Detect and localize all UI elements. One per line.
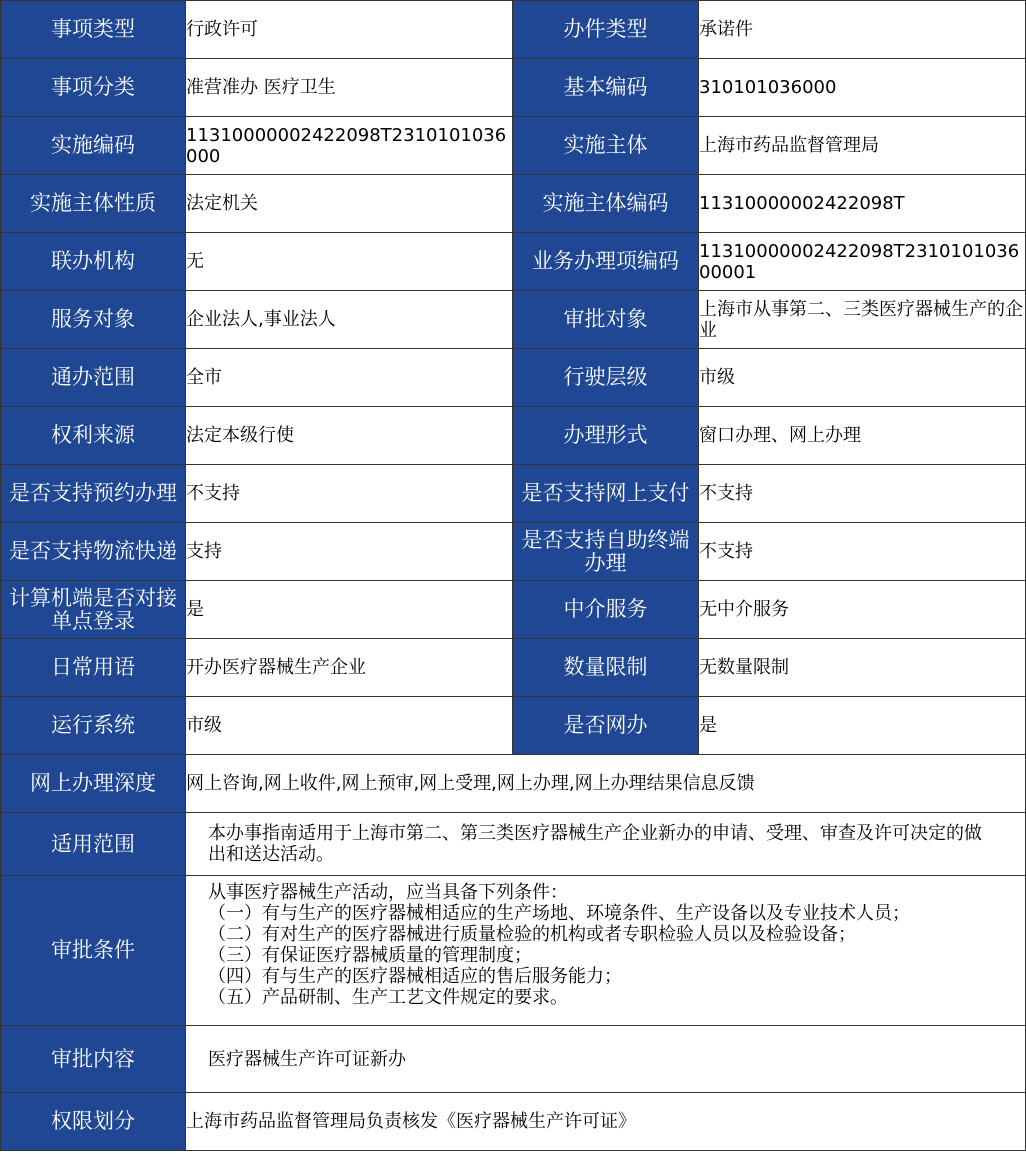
label-case-type: 办件类型 — [513, 1, 699, 59]
value-applicable-scope: 本办事指南适用于上海市第二、第三类医疗器械生产企业新办的申请、受理、审查及许可决定的做出和送达活动。 — [186, 813, 1026, 876]
label-approval-content: 审批内容 — [1, 1026, 186, 1093]
value-self-service-support: 不支持 — [699, 523, 1026, 581]
value-approval-conditions: 从事医疗器械生产活动，应当具备下列条件： （一）有与生产的医疗器械相适应的生产场地、环境条件、生产设备以及专业技术人员； （二）有对生产的医疗器械进行质量检验的机构或者专职检验人员以及检验设备； （三）有保证医疗器械质量的管理制度； （四）有与生产的医疗器械相适应的售后服务能力； （五）产品研制、生产工艺文件规定的要求。 — [186, 876, 1026, 1026]
value-impl-code: 11310000002422098T2310101036000 — [186, 117, 513, 175]
value-exercise-level: 市级 — [699, 349, 1026, 407]
label-sso-support: 计算机端是否对接单点登录 — [1, 581, 186, 639]
value-approval-target: 上海市从事第二、三类医疗器械生产的企业 — [699, 291, 1026, 349]
label-online-handling: 是否网办 — [513, 697, 699, 755]
value-business-item-code: 11310000002422098T231010103600001 — [699, 233, 1026, 291]
value-authority-division: 上海市药品监督管理局负责核发《医疗器械生产许可证》 — [186, 1093, 1026, 1151]
table-row — [1, 523, 1026, 581]
table-row — [1, 813, 1026, 876]
label-authority-division: 权限划分 — [1, 1093, 186, 1151]
table-row — [1, 697, 1026, 755]
value-case-type: 承诺件 — [699, 1, 1026, 59]
table-row — [1, 291, 1026, 349]
value-right-source: 法定本级行使 — [186, 407, 513, 465]
table-row — [1, 465, 1026, 523]
table-row — [1, 117, 1026, 175]
label-express-support: 是否支持物流快递 — [1, 523, 186, 581]
value-item-type: 行政许可 — [186, 1, 513, 59]
label-online-depth: 网上办理深度 — [1, 755, 186, 813]
value-express-support: 支持 — [186, 523, 513, 581]
label-service-target: 服务对象 — [1, 291, 186, 349]
value-quantity-limit: 无数量限制 — [699, 639, 1026, 697]
label-item-type: 事项类型 — [1, 1, 186, 59]
value-general-scope: 全市 — [186, 349, 513, 407]
label-quantity-limit: 数量限制 — [513, 639, 699, 697]
table-row — [1, 876, 1026, 1026]
table-row — [1, 755, 1026, 813]
value-basic-code: 310101036000 — [699, 59, 1026, 117]
value-impl-body: 上海市药品监督管理局 — [699, 117, 1026, 175]
label-general-scope: 通办范围 — [1, 349, 186, 407]
table-row — [1, 175, 1026, 233]
table-row — [1, 407, 1026, 465]
label-approval-target: 审批对象 — [513, 291, 699, 349]
value-online-depth: 网上咨询,网上收件,网上预审,网上受理,网上办理,网上办理结果信息反馈 — [186, 755, 1026, 813]
table-row — [1, 59, 1026, 117]
value-approval-content: 医疗器械生产许可证新办 — [186, 1026, 1026, 1093]
value-online-handling: 是 — [699, 697, 1026, 755]
table-row — [1, 581, 1026, 639]
table-row — [1, 1026, 1026, 1093]
label-approval-conditions: 审批条件 — [1, 876, 186, 1026]
value-impl-body-nature: 法定机关 — [186, 175, 513, 233]
label-common-term: 日常用语 — [1, 639, 186, 697]
label-intermediary-service: 中介服务 — [513, 581, 699, 639]
value-common-term: 开办医疗器械生产企业 — [186, 639, 513, 697]
label-exercise-level: 行驶层级 — [513, 349, 699, 407]
table-row — [1, 1, 1026, 59]
label-appointment-support: 是否支持预约办理 — [1, 465, 186, 523]
label-impl-body-code: 实施主体编码 — [513, 175, 699, 233]
table-row — [1, 639, 1026, 697]
label-online-payment-support: 是否支持网上支付 — [513, 465, 699, 523]
label-basic-code: 基本编码 — [513, 59, 699, 117]
label-self-service-support: 是否支持自助终端办理 — [513, 523, 699, 581]
label-impl-body: 实施主体 — [513, 117, 699, 175]
label-right-source: 权利来源 — [1, 407, 186, 465]
value-item-category: 准营准办 医疗卫生 — [186, 59, 513, 117]
value-impl-body-code: 11310000002422098T — [699, 175, 1026, 233]
value-running-system: 市级 — [186, 697, 513, 755]
label-handling-form: 办理形式 — [513, 407, 699, 465]
value-intermediary-service: 无中介服务 — [699, 581, 1026, 639]
table-row — [1, 349, 1026, 407]
label-applicable-scope: 适用范围 — [1, 813, 186, 876]
table-row — [1, 1093, 1026, 1151]
value-appointment-support: 不支持 — [186, 465, 513, 523]
label-impl-body-nature: 实施主体性质 — [1, 175, 186, 233]
value-service-target: 企业法人,事业法人 — [186, 291, 513, 349]
label-business-item-code: 业务办理项编码 — [513, 233, 699, 291]
table-row — [1, 233, 1026, 291]
label-running-system: 运行系统 — [1, 697, 186, 755]
value-sso-support: 是 — [186, 581, 513, 639]
label-impl-code: 实施编码 — [1, 117, 186, 175]
value-joint-agency: 无 — [186, 233, 513, 291]
value-online-payment-support: 不支持 — [699, 465, 1026, 523]
label-joint-agency: 联办机构 — [1, 233, 186, 291]
label-item-category: 事项分类 — [1, 59, 186, 117]
value-handling-form: 窗口办理、网上办理 — [699, 407, 1026, 465]
